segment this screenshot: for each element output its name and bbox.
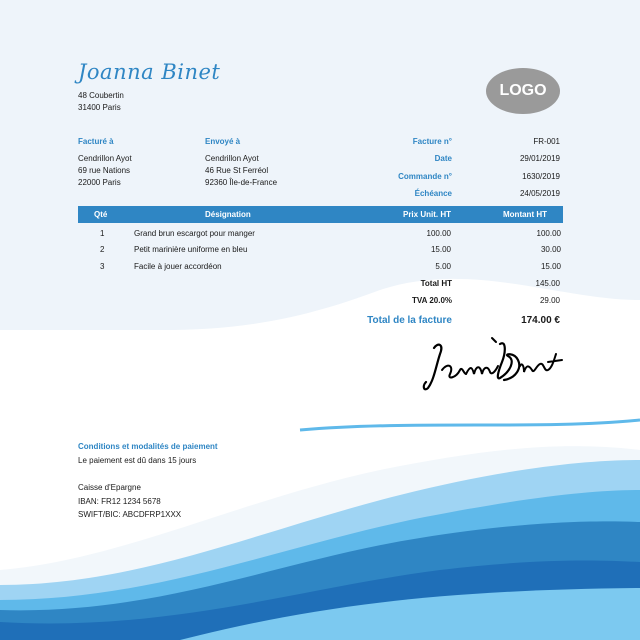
items-table-header (78, 206, 563, 223)
billed-to-title: Facturé à (78, 137, 114, 146)
row-amount: 30.00 (540, 245, 561, 254)
invoice-date-value: 29/01/2019 (519, 154, 560, 163)
billed-to-street: 69 rue Nations (78, 166, 131, 175)
signature (420, 336, 568, 398)
due-date-value: 24/05/2019 (519, 189, 560, 198)
billed-to-block (78, 153, 132, 189)
bank-swift: SWIFT/BIC: ABCDFRP1XXX (78, 510, 182, 519)
shipped-to-block (205, 153, 277, 189)
row-qty: 3 (100, 262, 105, 271)
bank-details (78, 481, 181, 522)
shipped-to-street: 46 Rue St Ferréol (205, 166, 269, 175)
company-address-line2: 31400 Paris (78, 103, 121, 112)
tax-label: TVA 20.0% (411, 296, 452, 305)
shipped-to-title: Envoyé à (205, 137, 241, 146)
bank-iban: IBAN: FR12 1234 5678 (78, 496, 161, 506)
subtotal-value: 145.00 (535, 279, 560, 288)
order-number-label: Commande n° (398, 172, 452, 181)
row-unit-price: 5.00 (435, 262, 451, 271)
due-date-label: Échéance (414, 189, 452, 198)
company-address (78, 90, 124, 114)
table-row (78, 245, 563, 261)
col-qty-header: Qté (94, 210, 108, 219)
row-designation: Grand brun escargot pour manger (134, 229, 255, 238)
billed-to-name: Cendrillon Ayot (78, 154, 132, 163)
row-qty: 2 (100, 245, 105, 254)
shipped-to-city: 92360 Île-de-France (205, 178, 278, 187)
table-row (78, 229, 563, 245)
row-designation: Facile à jouer accordéon (134, 262, 222, 271)
invoice-number-label: Facture n° (412, 137, 452, 146)
row-designation: Petit marinière uniforme en bleu (134, 245, 248, 254)
shipped-to-name: Cendrillon Ayot (205, 154, 259, 163)
signature-text: Joanna Binet (420, 336, 426, 337)
conditions-title: Conditions et modalités de paiement (78, 442, 218, 451)
company-address-line1: 48 Coubertin (78, 91, 124, 100)
subtotal-label: Total HT (420, 279, 452, 288)
conditions-text: Le paiement est dû dans 15 jours (78, 456, 197, 465)
row-amount: 15.00 (540, 262, 561, 271)
logo: LOGO (486, 68, 560, 114)
bank-name: Caisse d'Epargne (78, 483, 141, 492)
invoice-number-value: FR-001 (533, 137, 560, 146)
grand-total-value: 174.00 € (521, 315, 560, 326)
row-amount: 100.00 (536, 229, 561, 238)
grand-total-label: Total de la facture (367, 315, 452, 326)
col-unit-price-header: Prix Unit. HT (402, 210, 451, 219)
company-name: Joanna Binet (78, 60, 221, 84)
row-unit-price: 100.00 (426, 229, 451, 238)
table-row (78, 262, 563, 278)
tax-value: 29.00 (539, 296, 560, 305)
billed-to-city: 22000 Paris (78, 178, 121, 187)
col-designation-header: Désignation (205, 210, 251, 219)
col-amount-header: Montant HT (503, 210, 547, 219)
order-number-value: 1630/2019 (522, 172, 560, 181)
row-qty: 1 (100, 229, 105, 238)
invoice-date-label: Date (434, 154, 452, 163)
row-unit-price: 15.00 (430, 245, 451, 254)
